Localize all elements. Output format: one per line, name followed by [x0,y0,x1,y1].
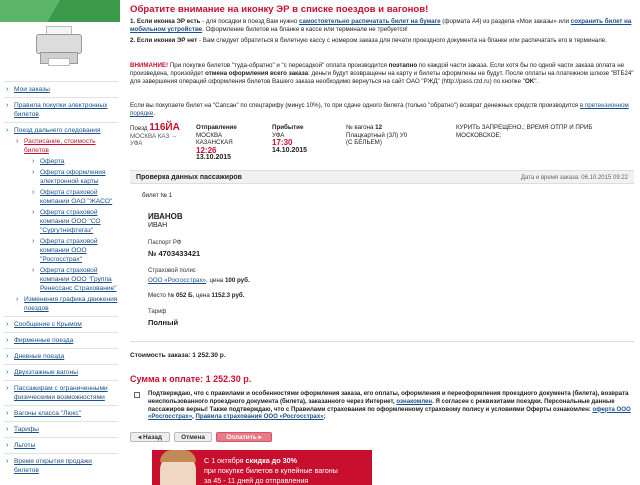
insurance-rules-link[interactable]: Правила страхования ООО «Росгосстрах» [195,413,324,421]
note2-end: . [153,110,156,117]
sidebar-item-double-deck[interactable]: › Двухэтажные вагоны [4,368,118,377]
sidebar-item-offer-surgut[interactable]: › Оферта страховой компании ООО "СО "Сургутнефтегаз" [30,208,118,235]
sidebar-nav [4,78,118,477]
check-title: Проверка данных пассажиров [136,174,242,181]
save-mobile-link[interactable]: сохранить билет на мобильном устройстве [130,18,632,33]
route-dest: УФА [130,140,143,147]
ticket-number: билет № 1 [142,192,173,199]
banner-line1-a: С 1 октября [204,456,246,465]
agree-end: ; [323,413,326,421]
car-service: (С БЕЛЬЕМ) [346,139,382,146]
train-number: 116ЙА [149,122,180,133]
tariff-label: Тариф [148,309,167,315]
sidebar-item-disabled[interactable]: › Пассажирам с ограниченными физическими возможностями [4,384,118,402]
step2-text: - Вам следует обратиться в билетную кассу с номером заказа для печати проездного документа на бланке или распечатать его в терминале. [197,37,607,44]
policy-price-a: , цена [206,277,225,284]
seat-a: Место № [148,292,177,299]
tariff-value: Полный [148,318,179,327]
note-end: ". [534,78,539,85]
arrival-date: 14.10.2015 [272,146,308,154]
amount-to-pay: Сумма к оплате: 1 252.30 р. [130,374,252,384]
promo-banner-top[interactable] [0,0,120,22]
banner-woman-hair [160,450,196,462]
policy-price: 100 руб. [224,277,250,284]
note-c: : деньги будут возвращены на карту и билеты оформлены не будут. После оплаты на платежном шлюзе "ВТБ24" для завершения операций оформления билетов Вашего заказа необходимо вернуться на сайт ОАО "РЖД" (http://pass.rzd.ru) по кнопке " [130,70,634,85]
step1-c: . Оформление билетов на бланке в кассе или терминале не требуется! [202,26,408,33]
rules-ack-link[interactable]: ознакомлен [396,397,433,405]
sidebar-item-rules[interactable]: › Правила покупки электронных билетов [4,101,118,119]
warning-label: ВНИМАНИЕ! [130,62,169,69]
sidebar-item-crimea[interactable]: › Сообщение с Крымом [4,320,118,329]
step1-b: (формата А4) из раздела «Мои заказы» или [440,18,571,25]
pay-button[interactable]: Оплатить ▸ [216,432,272,442]
seat-number: 052 Б [176,292,193,299]
payment-warning [130,62,634,86]
order-total [130,352,226,359]
train-label: Поезд [130,125,148,132]
sidebar-item-schedule[interactable]: › Расписание, стоимость билетов [14,137,118,155]
note-b: по каждой части заказа. Если хотя бы по одной части заказа оплата не произведена, произойдет [130,62,625,77]
passport-number: № 4703433421 [148,249,201,258]
passenger-check-header [130,170,634,184]
banner-line3: за 45 - 11 дней до отправления [204,476,309,485]
main-content [124,0,640,485]
sidebar-item-day-trains[interactable]: › Дневные поезда [4,352,118,361]
departure-date: 13.10.2015 [196,154,232,161]
step1-num: 1. [130,18,136,25]
arrival-city: УФА [272,131,285,139]
agree-b: . Я согласен с реквизитами поездки. Персональные данные пассажиров верны! Также подтверждаю, что с Правилами страхования по оформленному страховому полису и условиями Оферты ознакомлен: [148,397,615,413]
step2-bold: Если иконки ЭР нет [136,37,198,44]
banner-text [204,456,368,485]
sidebar-item-offer-zhaso[interactable]: › Оферта страховой компании ОАО "ЖАСО" [30,188,118,206]
print-ticket-link[interactable]: самостоятельно распечатать билет на бумаге [299,18,441,25]
departure-city: МОСКВА [196,131,223,139]
note2-a: Если вы покупаете билет на "Сапсан" по спецтарифу (минус 10%), то при сдаче одного билета (только "обратно") возврат денежных средств производится [130,102,580,109]
offer-rosgos-link[interactable]: оферта ООО «Росгосстрах» [148,405,631,421]
insurer-link[interactable]: ООО «Росгосстрах» [148,277,206,284]
order-total-value: 1 252.30 р. [192,352,226,359]
left-sidebar [0,0,120,485]
note-a: При покупке билетов "туда-обратно" и "с пересадкой" оплата производится [168,62,389,69]
sidebar-item-offer-card[interactable]: › Оферта оформления электронной карты [30,168,118,186]
car-number: 12 [375,124,383,131]
sapsan-note [130,102,634,118]
departure-station: КАЗАНСКАЯ [196,139,233,146]
note-b1: поэтапно [388,62,418,69]
order-total-label: Стоимость заказа: [130,352,193,359]
sidebar-item-tariffs[interactable]: › Тарифы [4,425,118,434]
agree-text [148,390,634,421]
agree-checkbox[interactable] [134,392,140,398]
sidebar-item-offer-renaissance[interactable]: › Оферта страховой компании ООО "Группа Ренессанс Страхование" [30,266,118,293]
seat-price: 1152.3 руб. [211,292,245,299]
sidebar-item-offer-rosgos[interactable]: › Оферта страховой компании ООО "Росгосстрах" [30,237,118,264]
printer-icon [36,26,82,68]
departure-time: 12:26 [196,145,217,155]
sidebar-item-offer[interactable]: › Оферта [30,157,118,166]
order-date: Дата и время заказа: 06.10.2015 09:22 [520,175,628,181]
sidebar-item-lux[interactable]: › Вагоны класса "Люкс" [4,409,118,418]
passport-label: Паспорт РФ [148,240,182,246]
passenger-first-name: ИВАН [148,222,168,229]
sidebar-item-long-distance[interactable]: › Поезд дальнего следования [4,126,118,135]
passenger-last-name: ИВАНОВ [148,212,183,221]
note-ok: OK [524,78,535,85]
arrival-label: Прибытие [272,124,304,131]
sidebar-item-benefits[interactable]: › Льготы [4,441,118,450]
route: МОСКВА КАЗ → [130,132,178,140]
agree-a: Подтверждаю, что с правилами и особенностями оформления заказа, его оплаты, оформления и переоформления проездного документа (билета), возврата неиспользованного проездного документа (билета), заказанного через Интернет, [148,390,629,405]
banner-line1-b: скидка до 30% [245,456,298,465]
seat-line [148,292,244,299]
cancel-button[interactable]: Отмена [174,432,212,442]
trip-remark: КУРИТЬ ЗАПРЕЩЕНО.; ВРЕМЯ ОТПР И ПРИБ МОСКОВСКОЕ; [456,124,593,139]
sidebar-item-schedule-changes[interactable]: › Изменения графика движения поездов [14,295,118,313]
sidebar-item-sale-time[interactable]: › Время открытия продажи билетов [4,457,118,475]
discount-banner[interactable] [152,450,372,485]
agree-c: , [192,413,196,421]
sidebar-item-brand-trains[interactable]: › Фирменные поезда [4,336,118,345]
back-button[interactable]: ◂ Назад [130,432,170,442]
seat-b: , цена [192,292,212,299]
page-title: Обратите внимание на иконку ЭР в списке поездов и вагонов! [130,4,429,15]
step2-num: 2. [130,37,136,44]
sidebar-item-my-orders[interactable]: › Мои заказы [4,85,118,94]
departure-label: Отправление [196,124,237,131]
banner-line2: при покупке билетов в купейные вагоны [204,466,338,475]
note-c1: отмена оформления всего заказа [205,70,309,77]
car-label: № вагона [346,124,374,131]
step1-bold: Если иконка ЭР есть [136,18,201,25]
claim-order-link[interactable]: в претензионном порядке [130,102,629,117]
ticket-card [130,184,634,342]
policy-line [148,277,250,284]
arrival-time: 17:30 [272,138,293,147]
trip-info [130,124,634,166]
policy-label: Страховой полис [148,268,196,274]
car-type: Плацкартный (3Л) У0 [346,131,408,139]
step1-a: - для посадки в поезд Вам нужно [200,18,299,25]
instructions [130,18,634,48]
